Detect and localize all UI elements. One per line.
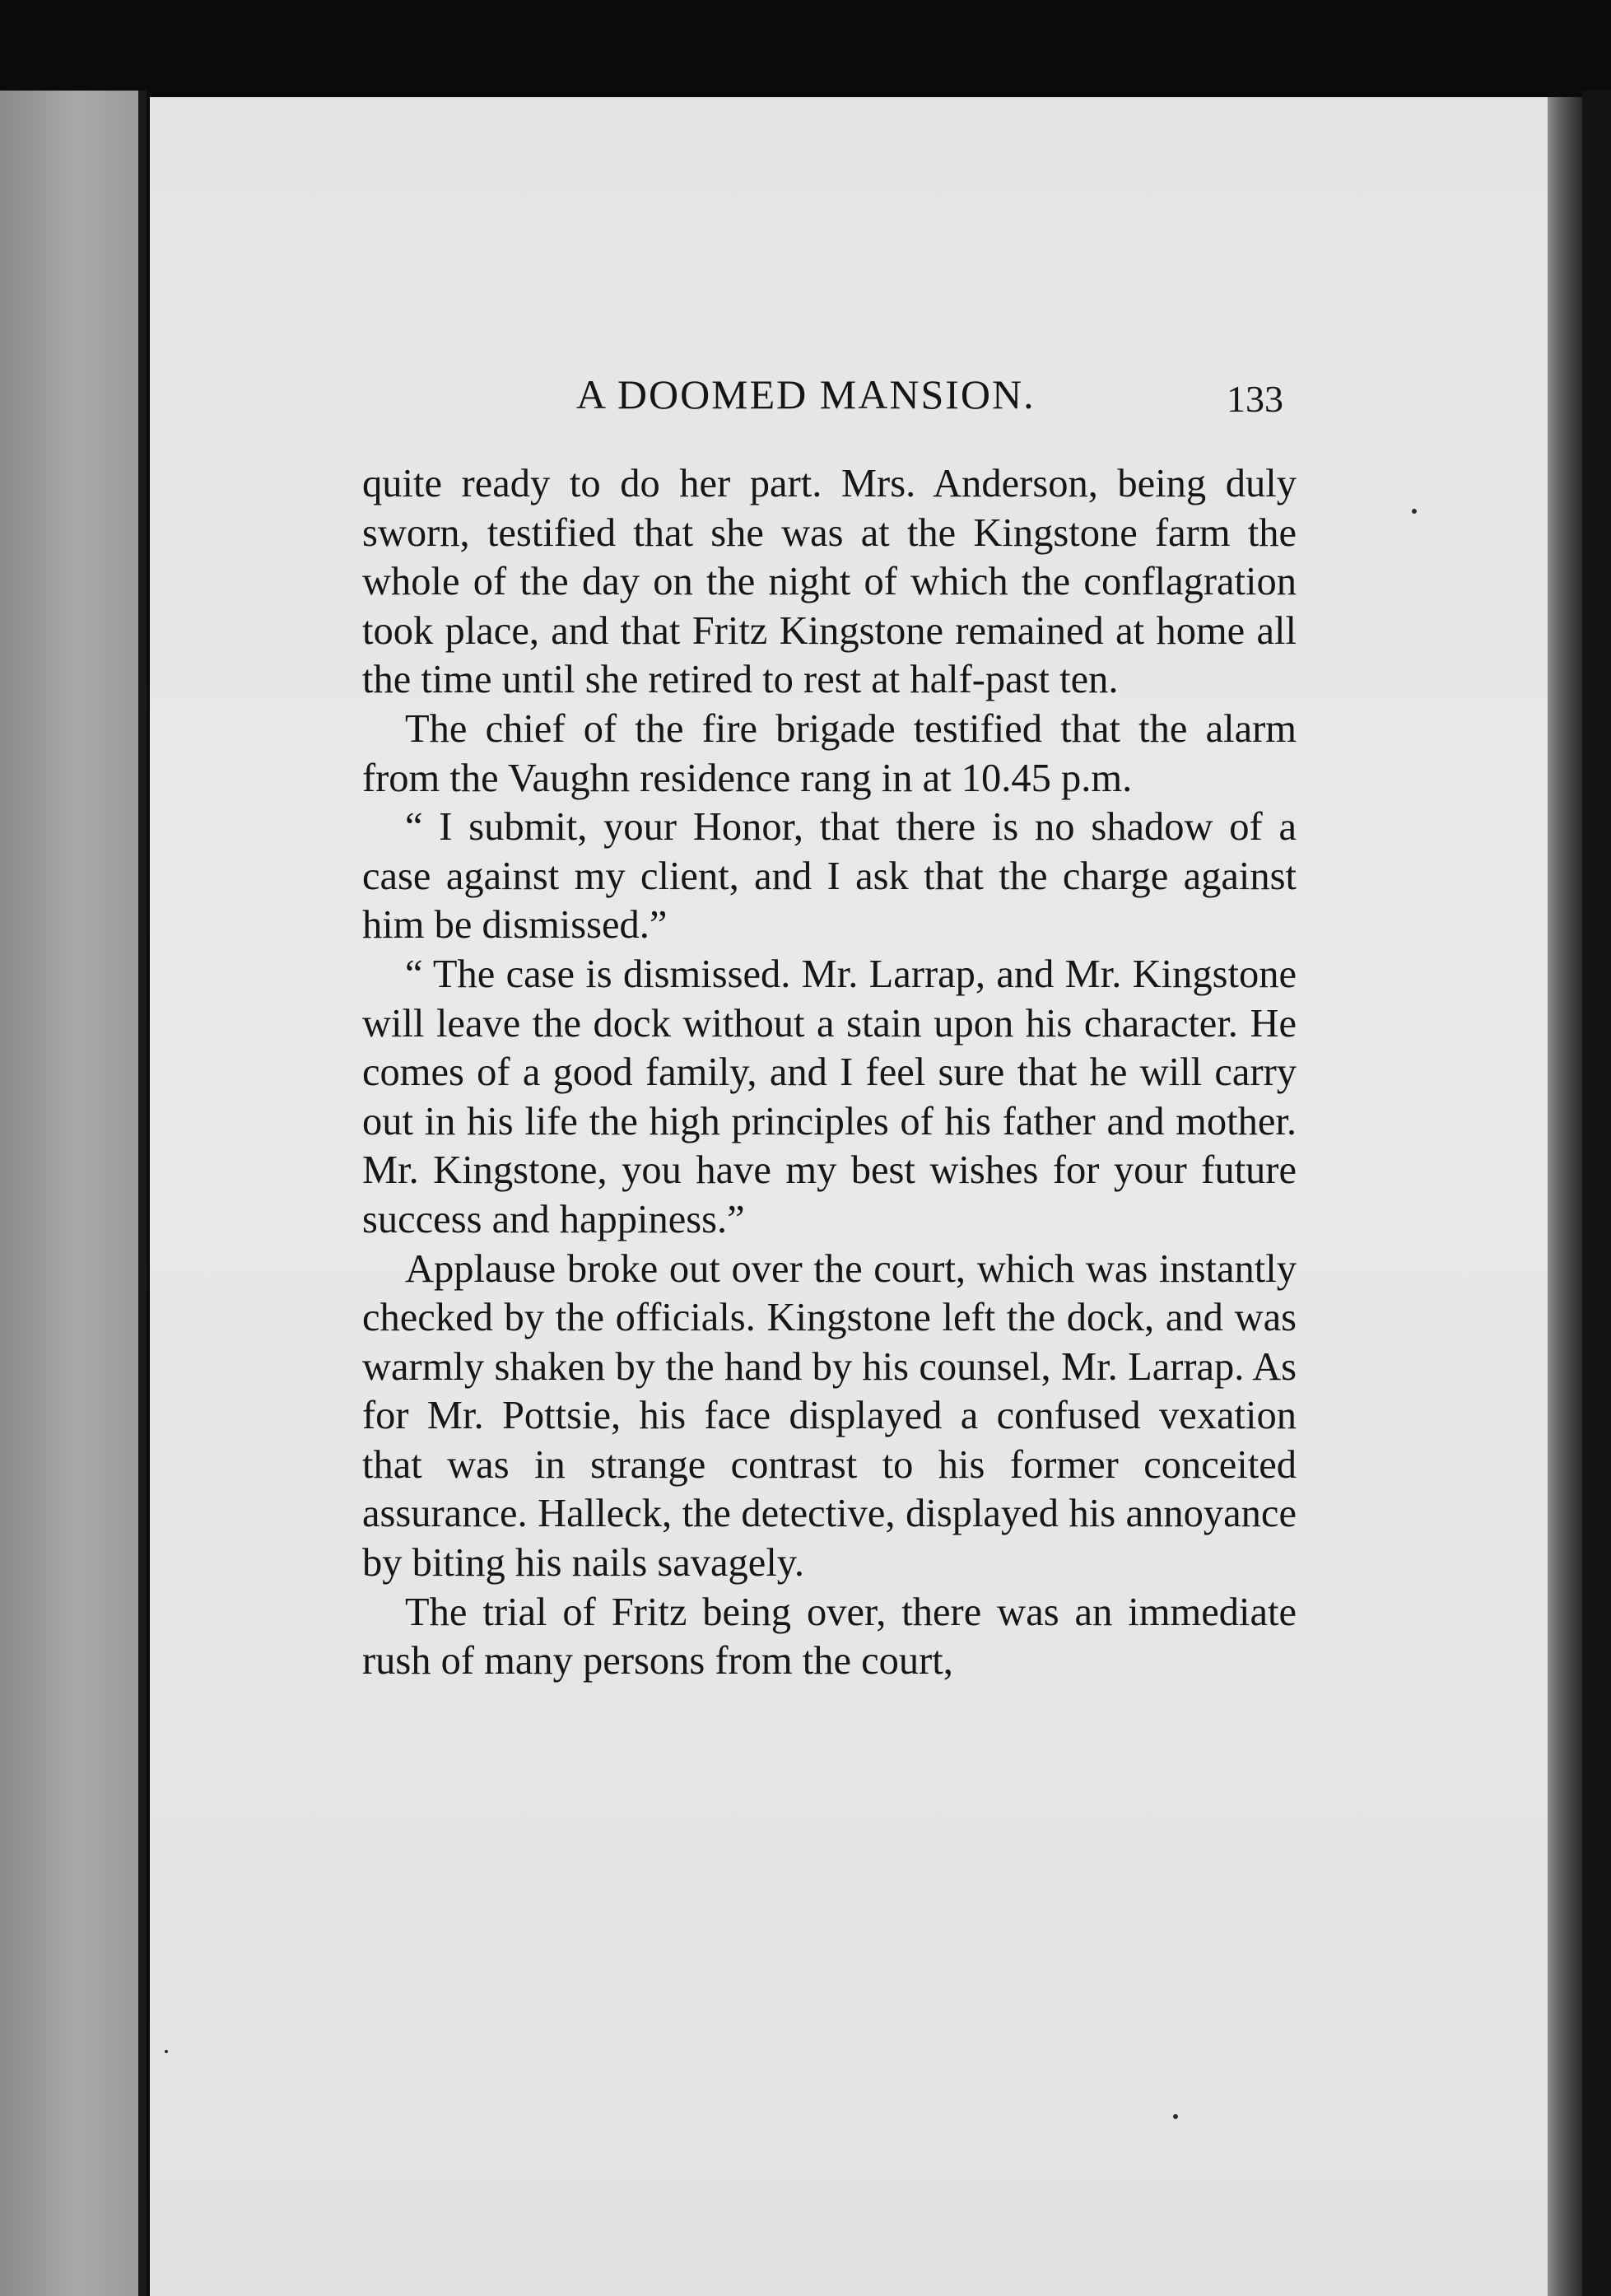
- paragraph-6: The trial of Fritz being over, there was an immediate rush of many persons from the court,: [362, 1590, 1297, 1684]
- paper-speck: [1412, 509, 1417, 514]
- previous-page-edge: [0, 91, 142, 2296]
- binding-shadow: [138, 91, 147, 2296]
- page-edge-shadow: [1548, 97, 1582, 2296]
- paper-speck: [165, 2050, 168, 2053]
- page-number: 133: [1227, 378, 1283, 420]
- right-border: [1582, 91, 1611, 2296]
- paper-speck: [1173, 2114, 1178, 2119]
- running-title: A DOOMED MANSION.: [576, 371, 1036, 417]
- paragraph-4: “ The case is dismissed. Mr. Larrap, and Mr. Kingstone will leave the dock without a stain upon his character. He comes of a good family, and I feel sure that he will carry out in his life the high principles of his father and mother. Mr. Kingstone, you have my best wishes for your future success and happiness.”: [362, 952, 1297, 1241]
- paragraph-5: Applause broke out over the court, which was instantly checked by the officials. Kingstone left the dock, and was warmly shaken by the hand by his counsel, Mr. Larrap. As for Mr. Pottsie, his face displayed a confused vexation that was in strange contrast to his former conceited assurance. Halleck, the detective, displayed his annoyance by biting his nails savagely.: [362, 1246, 1297, 1586]
- body-text: [362, 459, 1297, 1686]
- paragraph-3: “ I submit, your Honor, that there is no shadow of a case against my client, and I ask that the charge against him be dismissed.”: [362, 805, 1297, 948]
- paragraph-1: quite ready to do her part. Mrs. Anderson, being duly sworn, testified that she was at the Kingstone farm the whole of the day on the night of which the conflagration took place, and that Fritz Kingstone remained at home all the time until she retired to rest at half-past ten.: [362, 462, 1297, 702]
- page-header: [576, 370, 1317, 436]
- paragraph-2: The chief of the fire brigade testified that the alarm from the Vaughn residence rang in at 10.45 p.m.: [362, 706, 1297, 800]
